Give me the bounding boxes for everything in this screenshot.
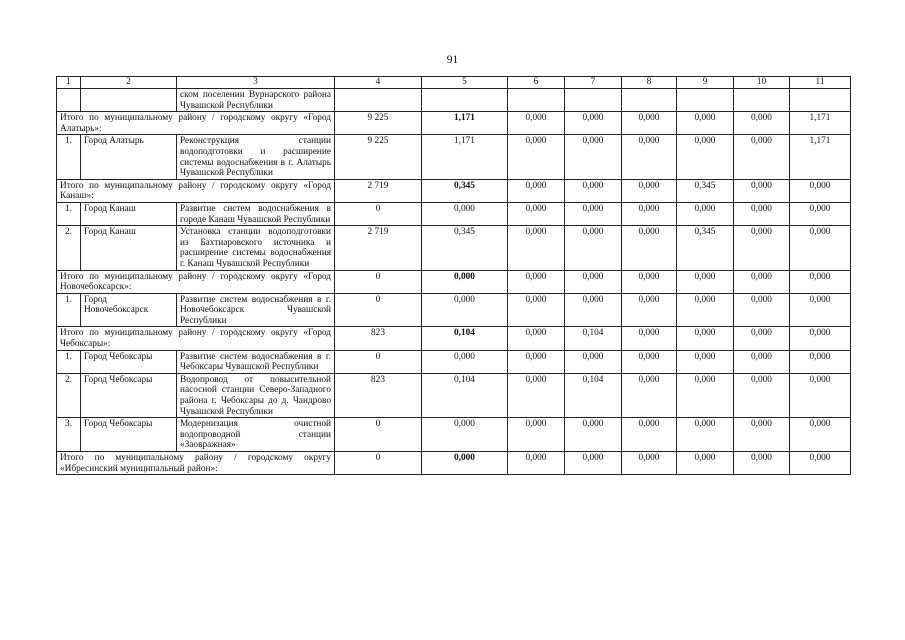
subtotal-row bbox=[57, 452, 851, 475]
value-cell: 0,000 bbox=[565, 293, 622, 327]
column-number-header bbox=[57, 77, 851, 89]
value-cell: 0 bbox=[335, 202, 422, 225]
project-description: Реконструкция станции водоподготовки и расширение системы водоснабжения в г. Алатырь Чувашской Республики bbox=[177, 135, 335, 179]
value-cell: 0,000 bbox=[622, 179, 677, 202]
value-cell: 0,000 bbox=[622, 350, 677, 373]
value-cell: 0,000 bbox=[565, 179, 622, 202]
header-cell: 8 bbox=[622, 77, 677, 89]
value-cell: 0 bbox=[335, 452, 422, 475]
value-cell: 0,000 bbox=[565, 418, 622, 452]
value-cell: 0,000 bbox=[677, 373, 734, 417]
table-row bbox=[57, 226, 851, 270]
value-cell: 0,000 bbox=[677, 327, 734, 350]
subtotal-row bbox=[57, 327, 851, 350]
value-cell: 0,000 bbox=[677, 112, 734, 135]
value-cell: 0,000 bbox=[622, 270, 677, 293]
value-cell: 0,000 bbox=[622, 293, 677, 327]
subtotal-label: Итого по муниципальному району / городскому округу «Город Новочебоксарск»: bbox=[57, 270, 335, 293]
project-description: Установка станции водоподготовки из Бахтиаровского источника и расширение системы водоснабжения г. Канаш Чувашской Республики bbox=[177, 226, 335, 270]
value-cell: 1,171 bbox=[422, 135, 508, 179]
municipality-name: Город Чебоксары bbox=[81, 373, 177, 417]
header-cell: 1 bbox=[57, 77, 81, 89]
header-cell: 11 bbox=[790, 77, 851, 89]
value-cell: 0,000 bbox=[790, 452, 851, 475]
municipality-name bbox=[81, 89, 177, 112]
municipality-name: Город Канаш bbox=[81, 226, 177, 270]
header-cell: 5 bbox=[422, 77, 508, 89]
subtotal-label: Итого по муниципальному району / городскому округу «Город Алатырь»: bbox=[57, 112, 335, 135]
municipality-name: Город Новочебоксарск bbox=[81, 293, 177, 327]
value-cell: 0,000 bbox=[422, 452, 508, 475]
project-description: Водопровод от повысительной насосной станции Северо-Западного района г. Чебоксары до д. Чандрово Чувашской Республики bbox=[177, 373, 335, 417]
header-cell: 2 bbox=[81, 77, 177, 89]
value-cell: 0,000 bbox=[565, 112, 622, 135]
project-description: ском поселении Вурнарского района Чувашской Республики bbox=[177, 89, 335, 112]
municipality-name: Город Алатырь bbox=[81, 135, 177, 179]
value-cell: 0,000 bbox=[422, 418, 508, 452]
value-cell: 0,000 bbox=[508, 350, 565, 373]
value-cell: 0,000 bbox=[508, 327, 565, 350]
subtotal-row bbox=[57, 179, 851, 202]
value-cell: 0,000 bbox=[565, 202, 622, 225]
value-cell: 0,000 bbox=[508, 293, 565, 327]
value-cell: 0,000 bbox=[734, 226, 790, 270]
value-cell: 9 225 bbox=[335, 112, 422, 135]
value-cell: 0,000 bbox=[422, 293, 508, 327]
value-cell: 0,000 bbox=[677, 293, 734, 327]
value-cell: 0,000 bbox=[508, 179, 565, 202]
value-cell: 0,000 bbox=[565, 270, 622, 293]
subtotal-row bbox=[57, 112, 851, 135]
value-cell: 0 bbox=[335, 293, 422, 327]
value-cell: 0,000 bbox=[734, 373, 790, 417]
row-number: 1. bbox=[57, 350, 81, 373]
value-cell: 0,000 bbox=[565, 135, 622, 179]
municipality-name: Город Чебоксары bbox=[81, 350, 177, 373]
value-cell bbox=[622, 89, 677, 112]
value-cell: 1,171 bbox=[790, 135, 851, 179]
value-cell: 0,104 bbox=[422, 327, 508, 350]
table-row bbox=[57, 202, 851, 225]
row-number: 2. bbox=[57, 226, 81, 270]
value-cell: 0,000 bbox=[565, 350, 622, 373]
value-cell bbox=[790, 89, 851, 112]
value-cell: 0,000 bbox=[508, 270, 565, 293]
value-cell: 0,000 bbox=[677, 418, 734, 452]
value-cell: 0 bbox=[335, 418, 422, 452]
municipality-name: Город Чебоксары bbox=[81, 418, 177, 452]
value-cell: 9 225 bbox=[335, 135, 422, 179]
header-cell: 7 bbox=[565, 77, 622, 89]
value-cell: 2 719 bbox=[335, 179, 422, 202]
value-cell: 0,000 bbox=[508, 418, 565, 452]
value-cell bbox=[335, 89, 422, 112]
header-cell: 10 bbox=[734, 77, 790, 89]
value-cell: 823 bbox=[335, 327, 422, 350]
table-row bbox=[57, 418, 851, 452]
table-row bbox=[57, 293, 851, 327]
value-cell: 1,171 bbox=[422, 112, 508, 135]
value-cell: 0,000 bbox=[508, 202, 565, 225]
value-cell: 0,000 bbox=[790, 327, 851, 350]
value-cell bbox=[734, 89, 790, 112]
value-cell: 0,000 bbox=[790, 373, 851, 417]
value-cell: 823 bbox=[335, 373, 422, 417]
header-cell: 3 bbox=[177, 77, 335, 89]
value-cell: 0,000 bbox=[790, 270, 851, 293]
value-cell bbox=[565, 89, 622, 112]
value-cell: 0,000 bbox=[677, 202, 734, 225]
value-cell: 0,345 bbox=[677, 179, 734, 202]
value-cell: 0,000 bbox=[790, 226, 851, 270]
project-description: Модернизация очистной водопроводной станции «Заовражная» bbox=[177, 418, 335, 452]
subtotal-label: Итого по муниципальному району / городскому округу «Город Чебоксары»: bbox=[57, 327, 335, 350]
table-row bbox=[57, 373, 851, 417]
value-cell: 0,000 bbox=[790, 202, 851, 225]
value-cell: 0,000 bbox=[622, 327, 677, 350]
value-cell: 0,000 bbox=[422, 350, 508, 373]
continuation-row bbox=[57, 89, 851, 112]
value-cell: 0,000 bbox=[790, 179, 851, 202]
value-cell: 0,000 bbox=[677, 135, 734, 179]
row-number: 1. bbox=[57, 293, 81, 327]
value-cell: 0,000 bbox=[622, 373, 677, 417]
row-number: 1. bbox=[57, 135, 81, 179]
value-cell: 0,000 bbox=[734, 350, 790, 373]
header-cell: 4 bbox=[335, 77, 422, 89]
value-cell: 0,104 bbox=[422, 373, 508, 417]
table-row bbox=[57, 135, 851, 179]
row-number: 1. bbox=[57, 202, 81, 225]
municipality-name: Город Канаш bbox=[81, 202, 177, 225]
subtotal-label: Итого по муниципальному району / городскому округу «Ибресинский муниципальный район»: bbox=[57, 452, 335, 475]
value-cell: 2 719 bbox=[335, 226, 422, 270]
value-cell: 0,000 bbox=[508, 135, 565, 179]
value-cell: 0,345 bbox=[677, 226, 734, 270]
value-cell: 0,000 bbox=[508, 452, 565, 475]
value-cell: 0,000 bbox=[734, 112, 790, 135]
value-cell: 0,000 bbox=[565, 226, 622, 270]
value-cell: 0,000 bbox=[734, 327, 790, 350]
row-number bbox=[57, 89, 81, 112]
value-cell: 0,000 bbox=[622, 135, 677, 179]
row-number: 2. bbox=[57, 373, 81, 417]
value-cell: 0,104 bbox=[565, 373, 622, 417]
value-cell: 0,000 bbox=[622, 418, 677, 452]
value-cell: 0,000 bbox=[677, 350, 734, 373]
value-cell: 0,000 bbox=[622, 202, 677, 225]
value-cell: 0,000 bbox=[677, 452, 734, 475]
value-cell: 0,000 bbox=[734, 270, 790, 293]
value-cell: 0,000 bbox=[677, 270, 734, 293]
project-description: Развитие систем водоснабжения в г. Чебоксары Чувашской Республики bbox=[177, 350, 335, 373]
value-cell: 0,000 bbox=[422, 202, 508, 225]
value-cell: 0,000 bbox=[508, 373, 565, 417]
value-cell: 0,345 bbox=[422, 226, 508, 270]
value-cell: 0,000 bbox=[508, 226, 565, 270]
value-cell: 0,000 bbox=[622, 452, 677, 475]
value-cell: 0,000 bbox=[734, 202, 790, 225]
value-cell: 0,345 bbox=[422, 179, 508, 202]
value-cell: 0,000 bbox=[508, 112, 565, 135]
value-cell bbox=[508, 89, 565, 112]
value-cell: 0,000 bbox=[790, 418, 851, 452]
project-description: Развитие систем водоснабжения в городе Канаш Чувашской Республики bbox=[177, 202, 335, 225]
value-cell: 0,000 bbox=[734, 293, 790, 327]
subtotal-label: Итого по муниципальному району / городскому округу «Город Канаш»: bbox=[57, 179, 335, 202]
project-description: Развитие систем водоснабжения в г. Новочебоксарск Чувашской Республики bbox=[177, 293, 335, 327]
page-number: 91 bbox=[446, 54, 459, 66]
value-cell: 0,000 bbox=[422, 270, 508, 293]
table-row bbox=[57, 350, 851, 373]
value-cell: 0,000 bbox=[790, 293, 851, 327]
value-cell: 0,104 bbox=[565, 327, 622, 350]
header-cell: 6 bbox=[508, 77, 565, 89]
value-cell: 0,000 bbox=[622, 226, 677, 270]
value-cell: 0,000 bbox=[734, 135, 790, 179]
value-cell: 0,000 bbox=[734, 179, 790, 202]
value-cell bbox=[677, 89, 734, 112]
value-cell: 0 bbox=[335, 350, 422, 373]
value-cell: 1,171 bbox=[790, 112, 851, 135]
row-number: 3. bbox=[57, 418, 81, 452]
value-cell: 0,000 bbox=[734, 452, 790, 475]
value-cell: 0,000 bbox=[734, 418, 790, 452]
investment-table bbox=[56, 76, 851, 475]
value-cell: 0,000 bbox=[622, 112, 677, 135]
subtotal-row bbox=[57, 270, 851, 293]
value-cell: 0 bbox=[335, 270, 422, 293]
value-cell: 0,000 bbox=[790, 350, 851, 373]
value-cell: 0,000 bbox=[565, 452, 622, 475]
value-cell bbox=[422, 89, 508, 112]
header-cell: 9 bbox=[677, 77, 734, 89]
